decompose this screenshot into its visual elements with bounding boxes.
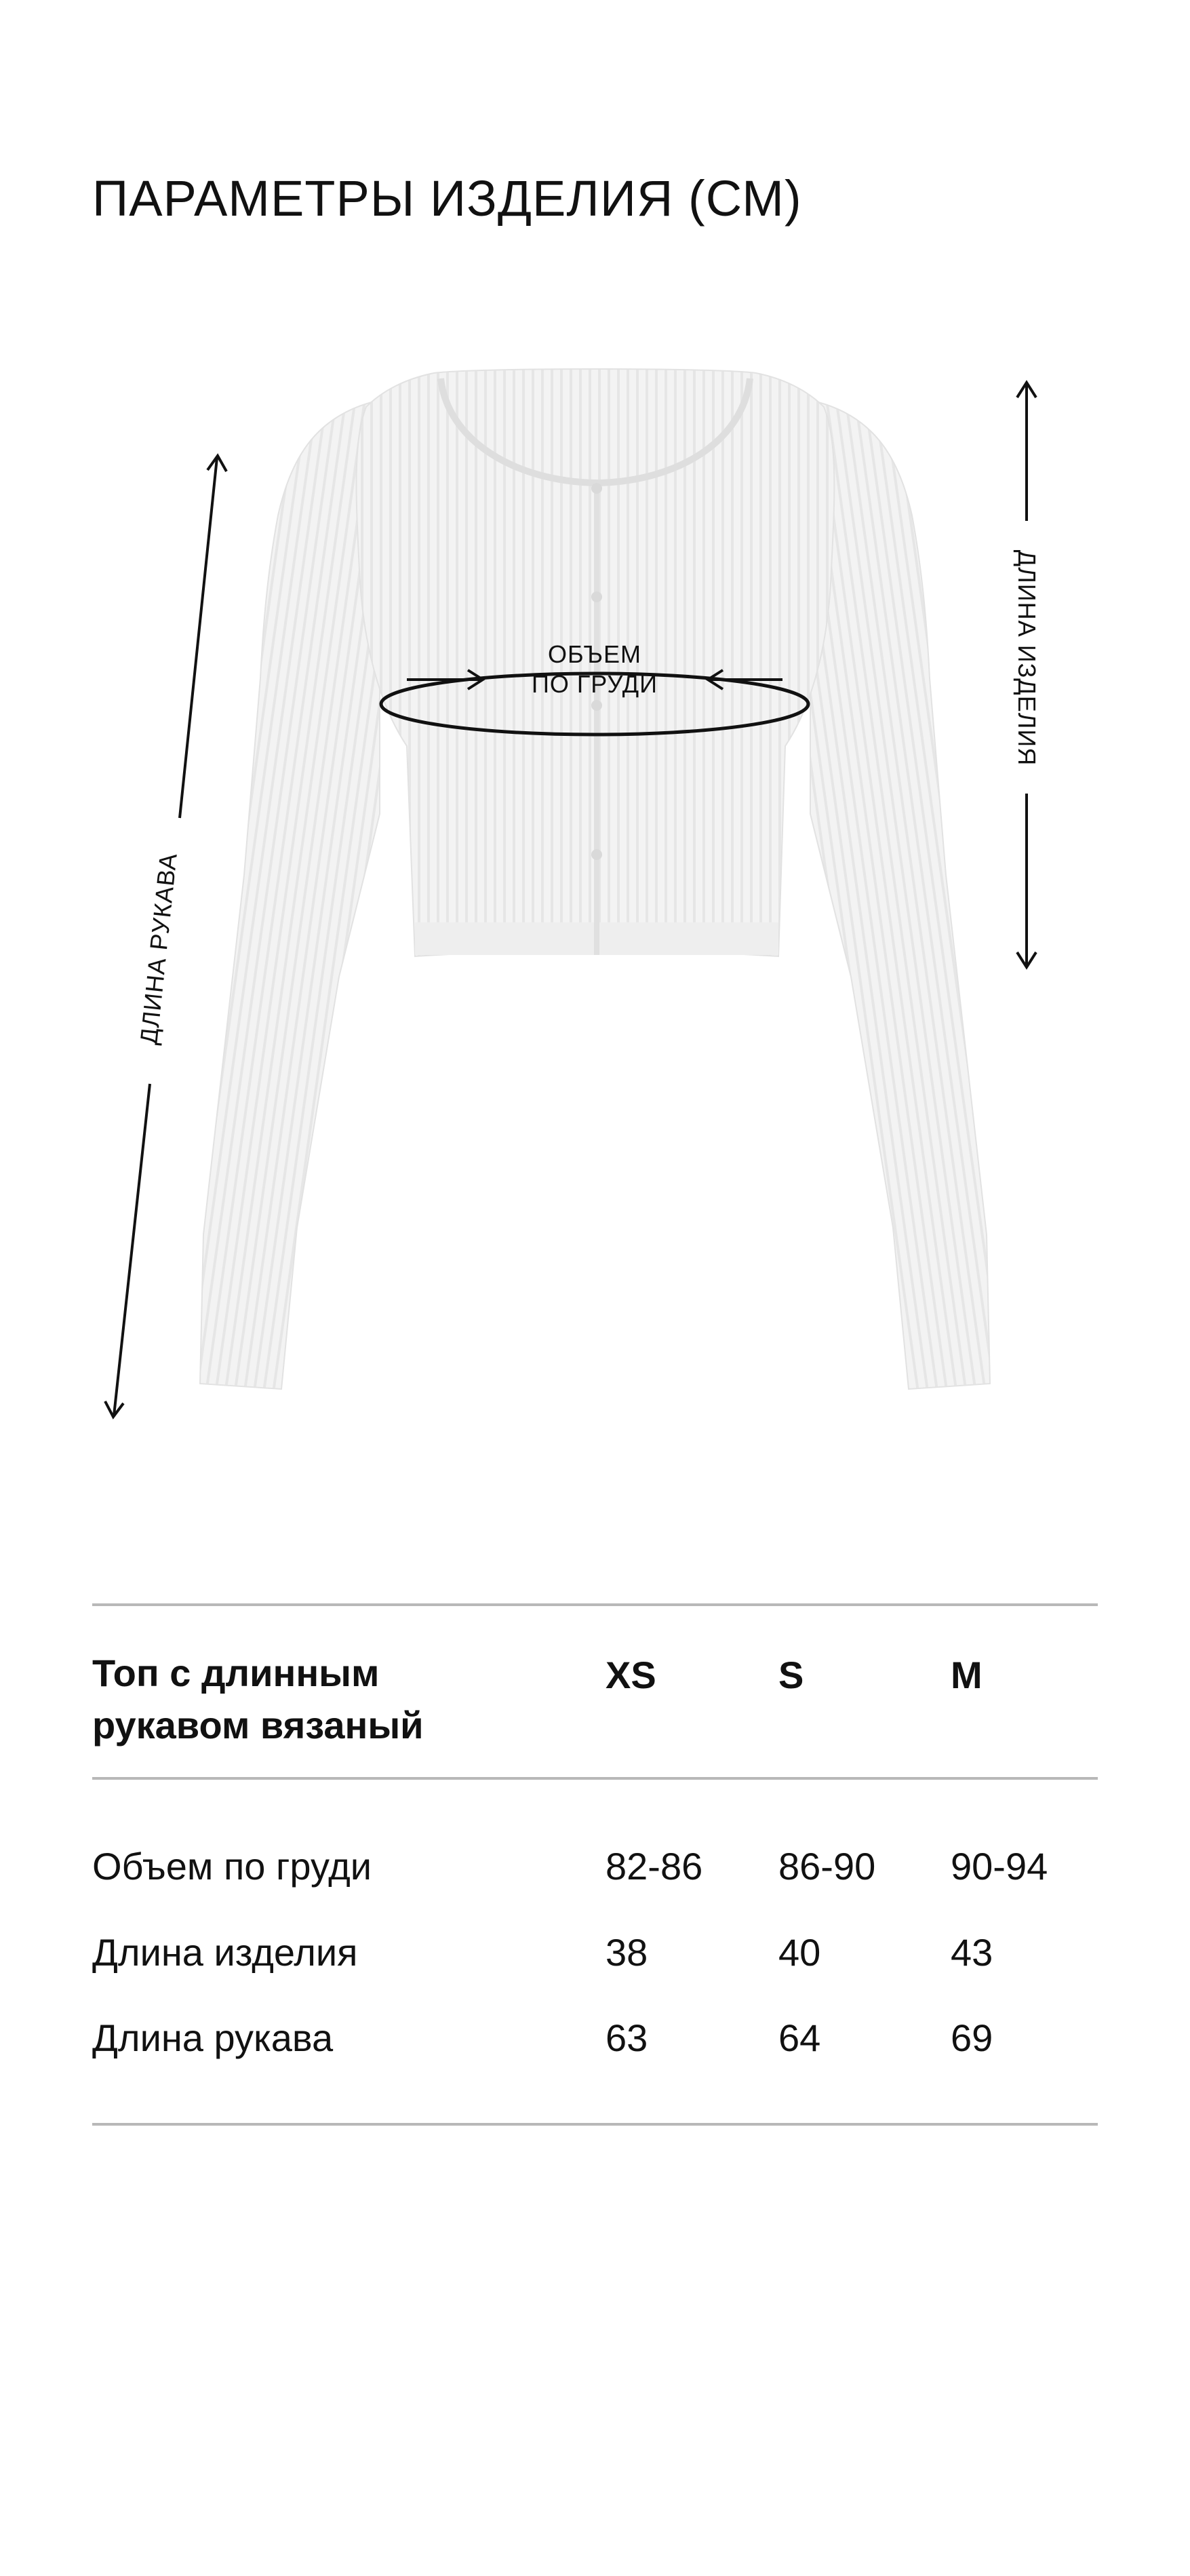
hook-2 <box>591 591 602 602</box>
size-header-s: S <box>778 1654 804 1696</box>
product-name-line2: рукавом вязаный <box>92 1704 424 1746</box>
cell-length-m: 43 <box>951 1931 993 1974</box>
page-title: ПАРАМЕТРЫ ИЗДЕЛИЯ (СМ) <box>92 170 802 227</box>
size-header-m: M <box>951 1654 983 1696</box>
product-name <box>92 1647 567 1751</box>
sleeve-label: ДЛИНА РУКАВА <box>134 851 182 1046</box>
garment-illustration <box>0 326 1190 1479</box>
chest-label-line2: ПО ГРУДИ <box>531 670 658 698</box>
right-sleeve <box>810 400 990 1389</box>
row-label-length: Длина изделия <box>92 1931 358 1974</box>
hook-4 <box>591 849 602 860</box>
left-sleeve <box>200 400 380 1389</box>
cell-sleeve-xs: 63 <box>606 2016 648 2059</box>
cell-chest-m: 90-94 <box>951 1845 1048 1888</box>
cell-length-s: 40 <box>778 1931 821 1974</box>
table-top-divider <box>92 1603 1098 1606</box>
cell-chest-s: 86-90 <box>778 1845 876 1888</box>
cell-sleeve-s: 64 <box>778 2016 821 2059</box>
length-label: ДЛИНА ИЗДЕЛИЯ <box>1013 549 1041 766</box>
row-label-chest: Объем по груди <box>92 1845 372 1888</box>
row-label-sleeve: Длина рукава <box>92 2016 334 2059</box>
size-header-xs: XS <box>606 1654 656 1696</box>
cell-sleeve-m: 69 <box>951 2016 993 2059</box>
chest-label-line1: ОБЪЕМ <box>548 640 641 668</box>
product-name-line1: Топ с длинным <box>92 1652 380 1694</box>
cell-length-xs: 38 <box>606 1931 648 1974</box>
hook-3 <box>591 700 602 711</box>
hook-1 <box>591 483 602 494</box>
sleeve-arrow-bottom <box>114 1084 150 1416</box>
sleeve-arrow-top <box>180 458 217 818</box>
table-bottom-divider <box>92 2123 1098 2126</box>
garment-diagram <box>0 326 1190 1479</box>
cell-chest-xs: 82-86 <box>606 1845 703 1888</box>
table-header-divider <box>92 1777 1098 1780</box>
